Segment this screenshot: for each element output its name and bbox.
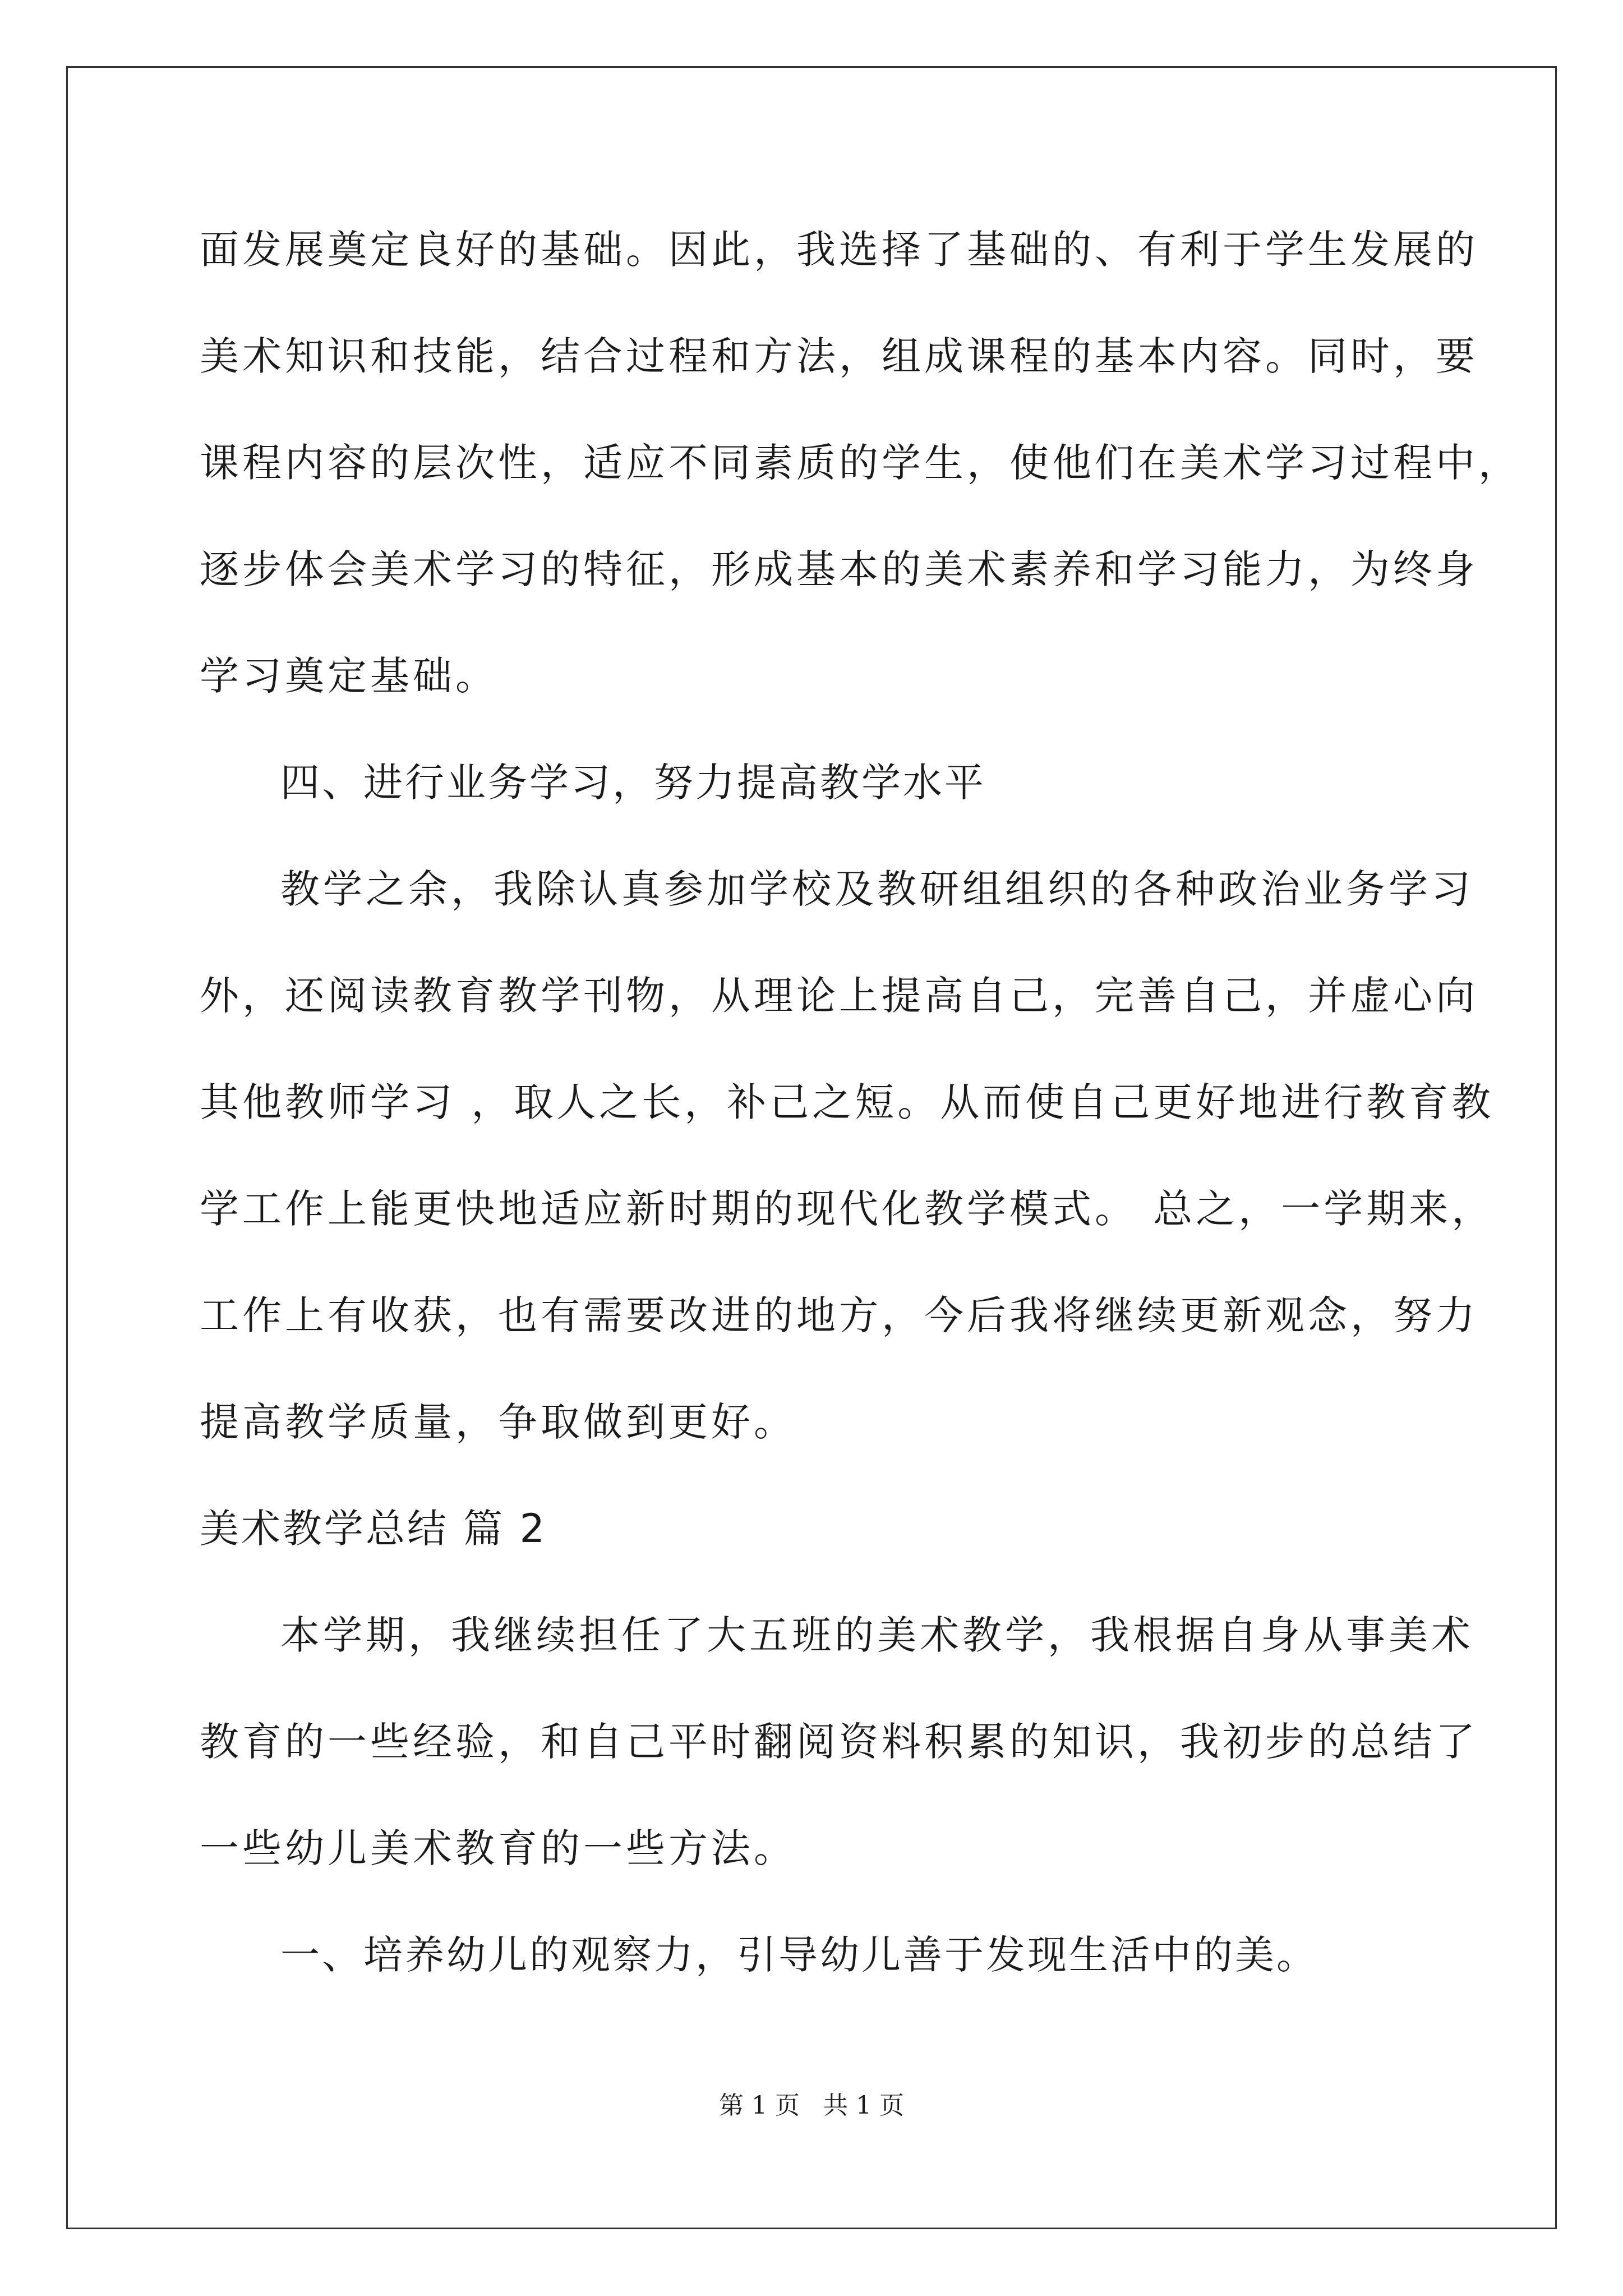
paragraph-line: 逐步体会美术学习的特征，形成基本的美术素养和学习能力，为终身 <box>200 546 1478 592</box>
paragraph-line: 本学期，我继续担任了大五班的美术教学，我根据自身从事美术 <box>280 1612 1474 1658</box>
page-total: 共 1 页 <box>823 2091 904 2120</box>
page-number: 第 1 页 <box>719 2091 800 2120</box>
section-heading: 四、进行业务学习，努力提高教学水平 <box>280 760 986 806</box>
section-heading: 一、培养幼儿的观察力，引导幼儿善于发现生活中的美。 <box>280 1932 1318 1978</box>
paragraph-line: 面发展奠定良好的基础。因此，我选择了基础的、有利于学生发展的 <box>200 227 1478 273</box>
paragraph-line: 学习奠定基础。 <box>200 653 498 699</box>
paragraph-line: 其他教师学习 ，取人之长，补己之短。从而使自己更好地进行教育教 <box>200 1079 1495 1125</box>
paragraph-line: 学工作上能更快地适应新时期的现代化教学模式。 总之，一学期来， <box>200 1186 1495 1232</box>
paragraph-line: 一些幼儿美术教育的一些方法。 <box>200 1825 796 1871</box>
article-title: 美术教学总结 篇 2 <box>200 1506 547 1552</box>
page-footer <box>0 2089 1623 2123</box>
paragraph-line: 美术知识和技能，结合过程和方法，组成课程的基本内容。同时，要 <box>200 333 1478 379</box>
paragraph-line: 教育的一些经验，和自己平时翻阅资料积累的知识，我初步的总结了 <box>200 1719 1478 1765</box>
paragraph-line: 外，还阅读教育教学刊物，从理论上提高自己，完善自己，并虚心向 <box>200 973 1478 1019</box>
paragraph-line: 提高教学质量，争取做到更好。 <box>200 1399 796 1445</box>
page-border <box>66 66 1557 2229</box>
paragraph-line: 教学之余，我除认真参加学校及教研组组织的各种政治业务学习 <box>280 866 1474 912</box>
paragraph-line: 课程内容的层次性，适应不同素质的学生，使他们在美术学习过程中， <box>200 440 1521 486</box>
paragraph-line: 工作上有收获，也有需要改进的地方，今后我将继续更新观念，努力 <box>200 1292 1478 1338</box>
